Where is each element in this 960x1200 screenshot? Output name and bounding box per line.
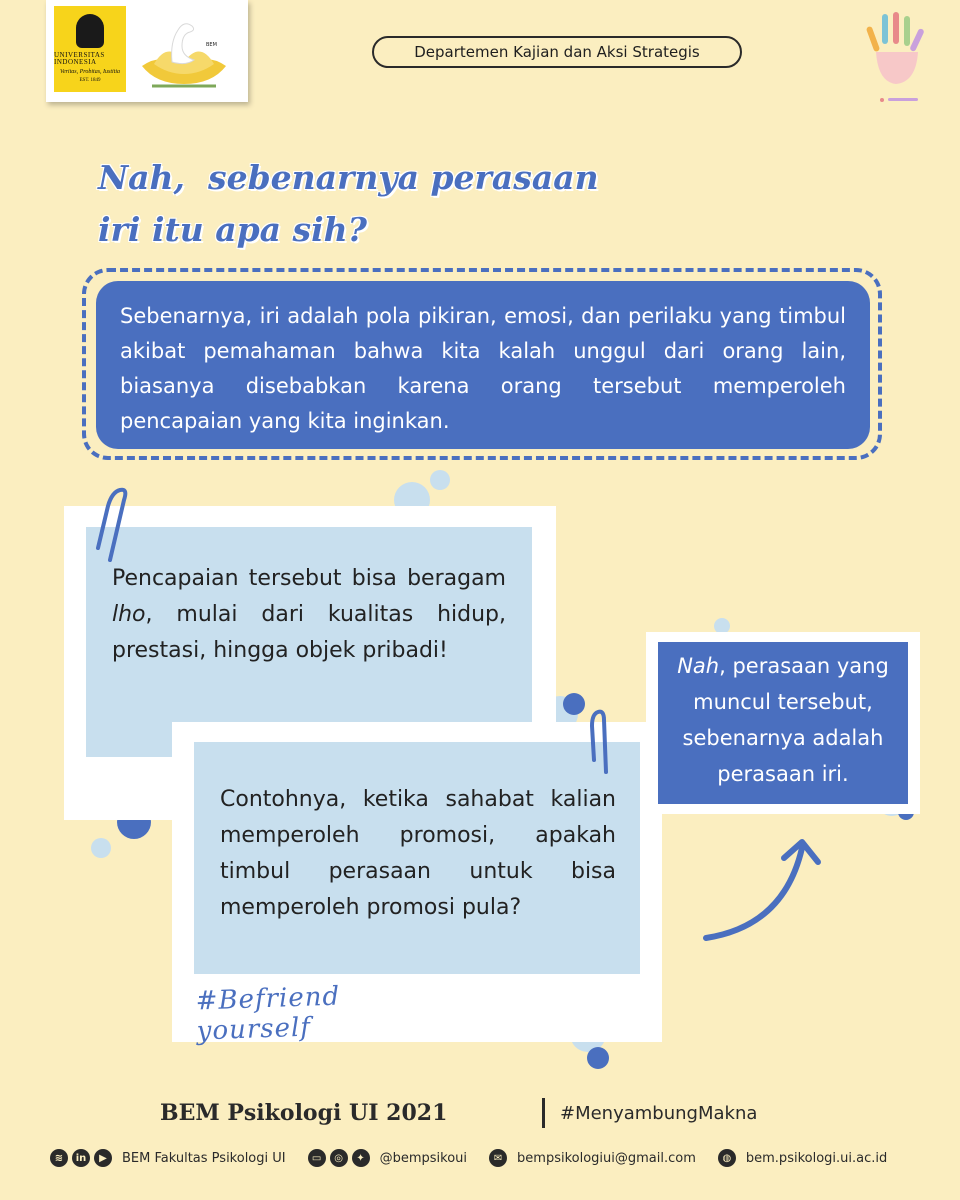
globe-icon[interactable]: ◍ <box>718 1149 736 1167</box>
info-card-2: Contohnya, ketika sahabat kalian memperoleh promosi, apakah timbul perasaan untuk bisa memperoleh promosi pula? <box>194 742 640 974</box>
makara-emblem-icon <box>76 14 104 48</box>
youtube-icon[interactable]: ▶ <box>94 1149 112 1167</box>
hand-logo <box>862 8 932 108</box>
title-line-2-question-mark: ? <box>347 210 367 249</box>
callout-text: , perasaan yang muncul tersebut, sebenarnya adalah perasaan iri. <box>682 654 889 786</box>
twitter-icon[interactable]: ✦ <box>352 1149 370 1167</box>
linkedin-icon[interactable]: in <box>72 1149 90 1167</box>
swan-logo-text: BEM <box>206 42 217 48</box>
card1-text-italic: lho <box>112 602 146 627</box>
bubble-medium <box>563 693 585 715</box>
definition-box: Sebenarnya, iri adalah pola pikiran, emosi, dan perilaku yang timbul akibat pemahaman bahwa kita kalah unggul dari orang lain, biasanya disebabkan karena orang tersebut memperoleh pencapaian yang kita inginkan. <box>96 281 870 449</box>
bem-swan-logo <box>132 12 236 92</box>
card1-text-after: , mulai dari kualitas hidup, prestasi, hingga objek pribadi! <box>112 602 506 663</box>
painted-hand-icon <box>862 8 932 108</box>
department-pill: Departemen Kajian dan Aksi Strategis <box>372 36 742 68</box>
title-line-2 <box>98 204 718 256</box>
swan-lotus-icon <box>132 12 236 92</box>
universitas-indonesia-logo <box>54 6 126 92</box>
footer-social-row <box>50 1146 909 1170</box>
logo-motto: Veritas, Probitas, Iustitia <box>59 69 121 75</box>
email-icon[interactable]: ✉ <box>489 1149 507 1167</box>
social-text-handle[interactable]: @bempsikoui <box>379 1150 468 1166</box>
line-icon[interactable]: ▭ <box>308 1149 326 1167</box>
footer-divider <box>542 1098 545 1128</box>
card1-text-before: Pencapaian tersebut bisa beragam <box>112 566 506 591</box>
title-line-2-emphasis: sih <box>292 210 348 249</box>
social-text-faculty[interactable]: BEM Fakultas Psikologi UI <box>122 1150 286 1166</box>
bubble-small <box>430 470 450 490</box>
instagram-icon[interactable]: ◎ <box>330 1149 348 1167</box>
bubble-small <box>91 838 111 858</box>
bubble-medium <box>587 1047 609 1069</box>
logo-established: EST. 1849 <box>79 78 101 83</box>
title-line-2-text: iri itu apa <box>98 210 293 249</box>
logo-university-name: UNIVERSITAS INDONESIA <box>54 51 105 66</box>
footer-brand: BEM Psikologi UI 2021 <box>160 1100 448 1126</box>
befriend-yourself-script: #Befriend yourself <box>195 981 341 1047</box>
footer-hashtag: #MenyambungMakna <box>560 1103 758 1124</box>
spotify-icon[interactable]: ≋ <box>50 1149 68 1167</box>
page-title <box>98 152 718 256</box>
social-text-website[interactable]: bem.psikologi.ui.ac.id <box>745 1150 888 1166</box>
title-line-1: Nah, sebenarnya perasaan <box>98 158 599 197</box>
header-logo-card <box>46 0 248 102</box>
social-text-email[interactable]: bempsikologiui@gmail.com <box>517 1150 696 1166</box>
callout-italic: Nah <box>677 654 720 678</box>
callout-box <box>658 642 908 804</box>
